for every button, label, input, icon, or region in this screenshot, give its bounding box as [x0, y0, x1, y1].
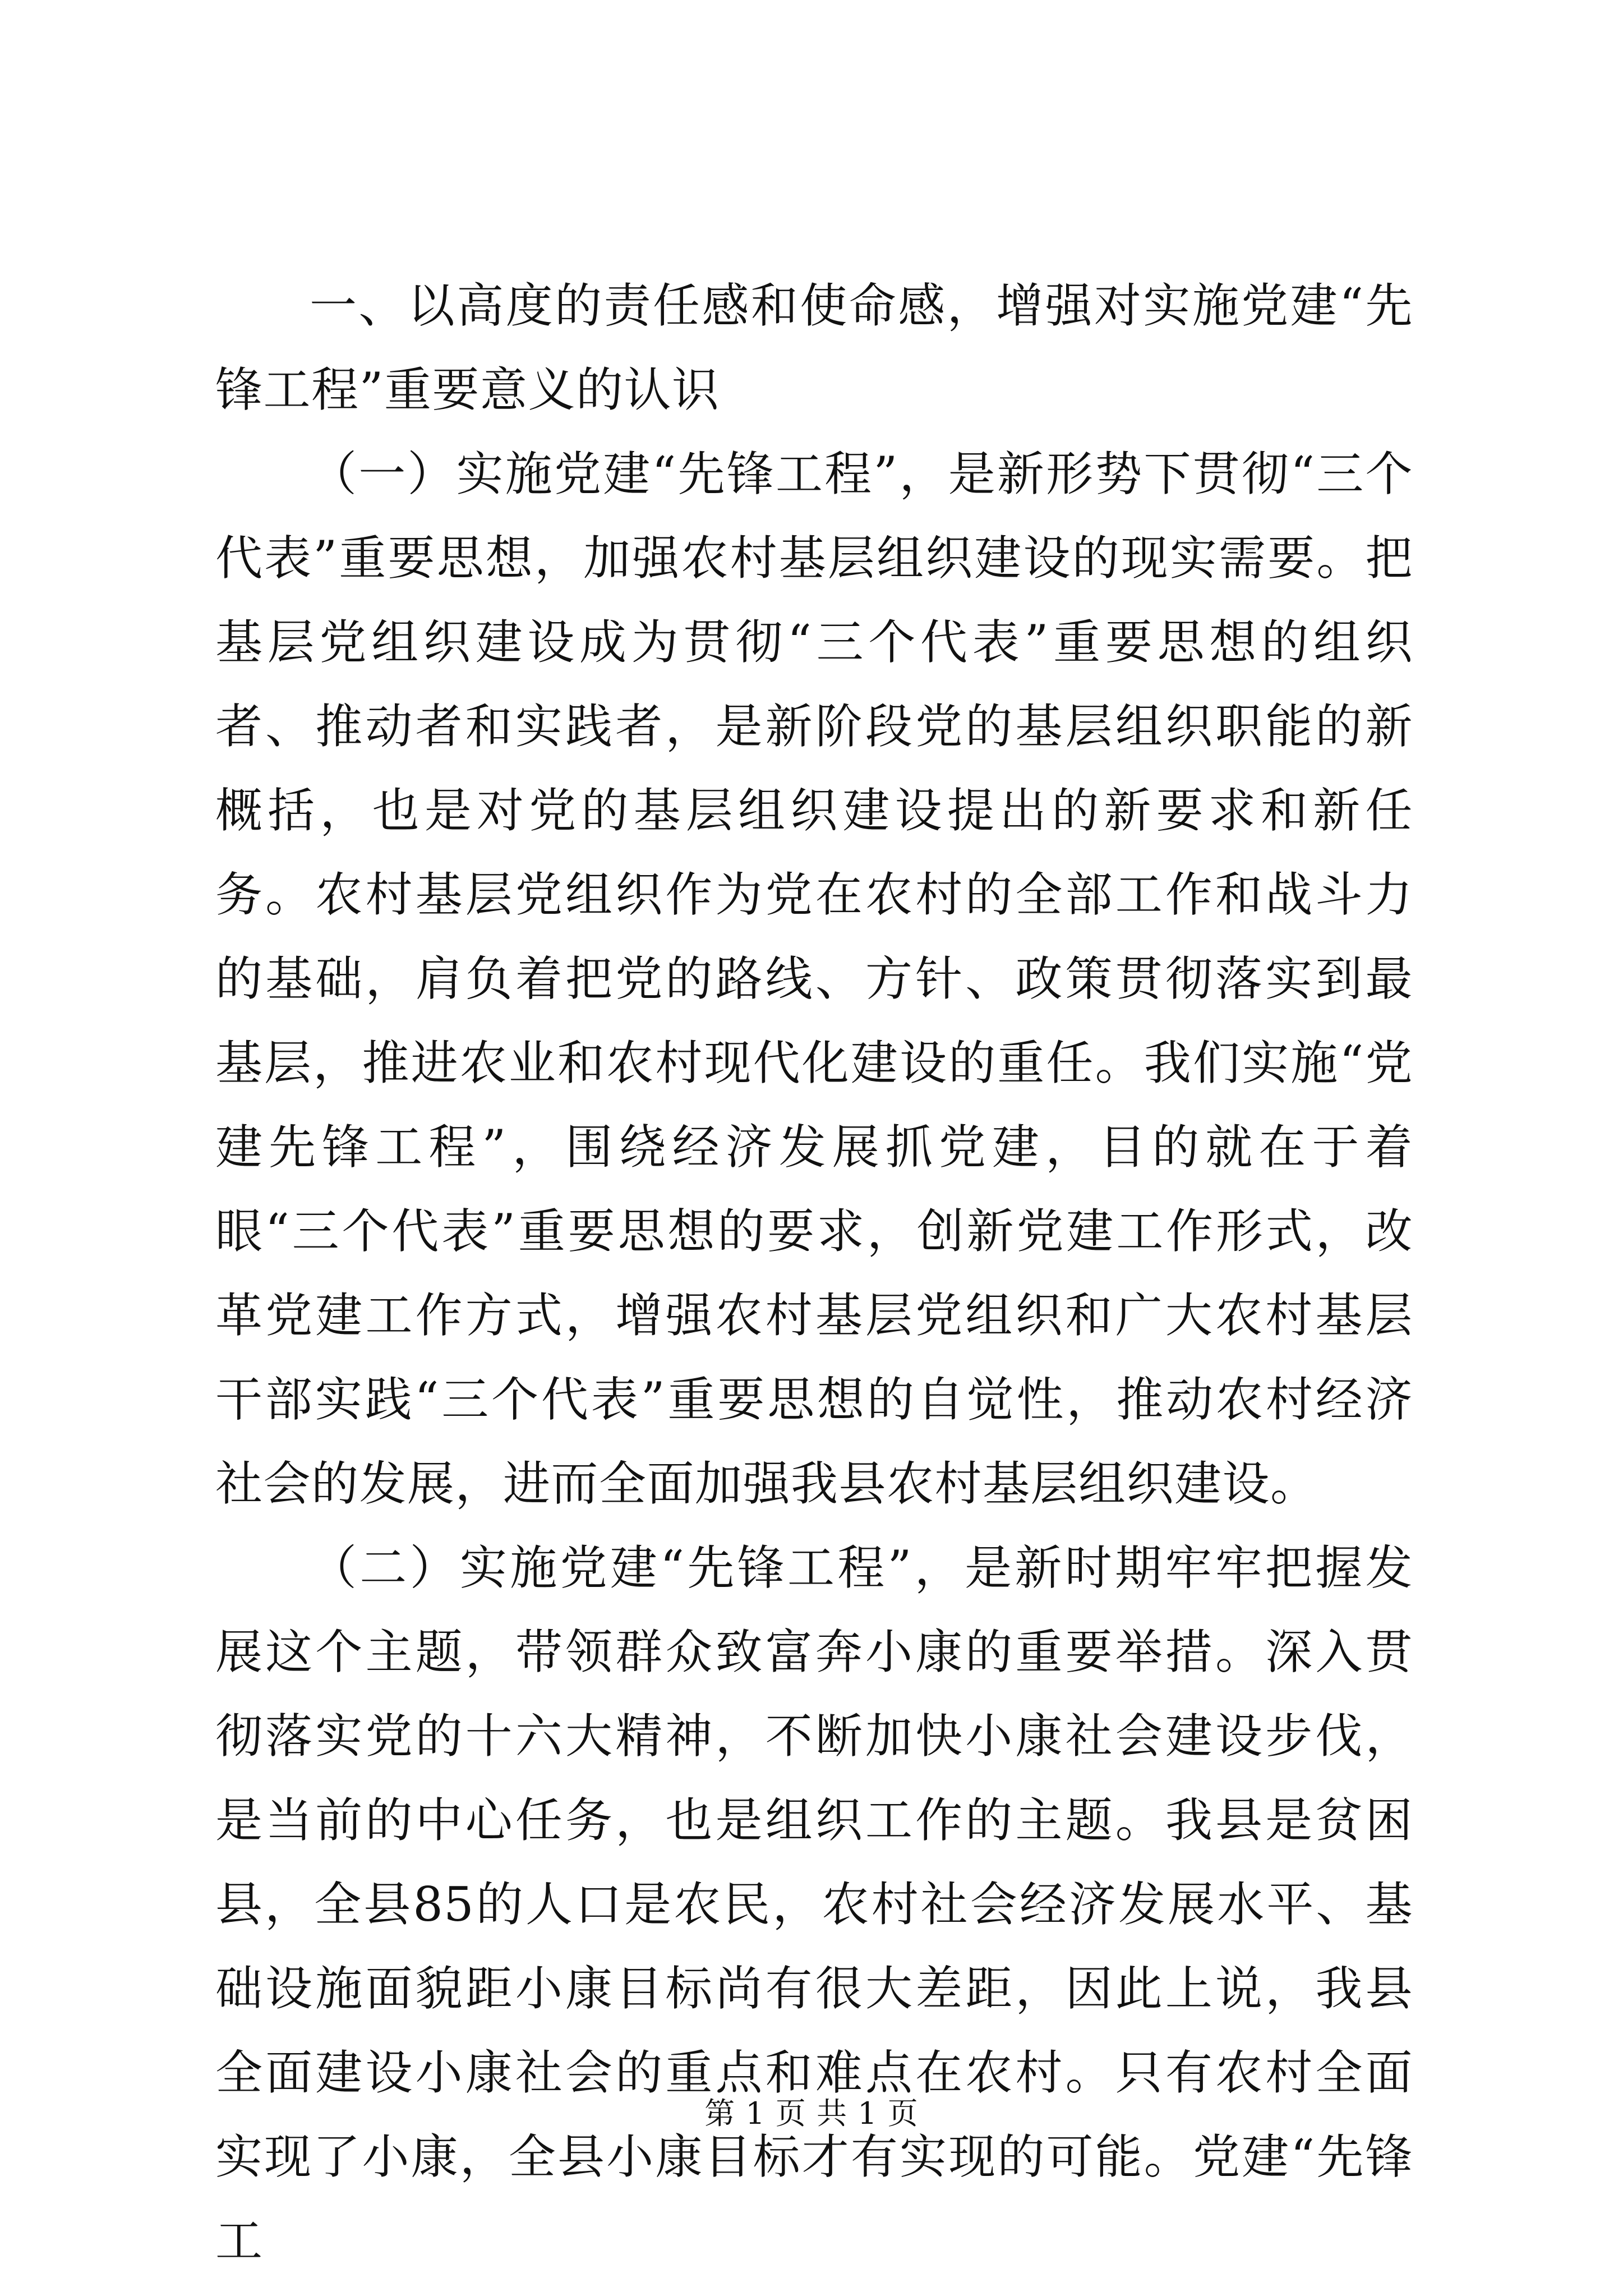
- page-footer: 第 1 页 共 1 页: [704, 2096, 919, 2131]
- paragraph-two: （二）实施党建“先锋工程”，是新时期牢牢把握发展这个主题，带领群众致富奔小康的重要举措。深入贯彻落实党的十六大精神，不断加快小康社会建设步伐，是当前的中心任务，也是组织工作的主题。我县是贫困县，全县85的人口是农民，农村社会经济发展水平、基础设施面貌距小康目标尚有很大差距，因此上说，我县全面建设小康社会的重点和难点在农村。只有农村全面实现了小康，全县小康目标才有实现的可能。党建“先锋工: [215, 1540, 1413, 2269]
- section-heading: 一、以高度的责任感和使命感，增强对实施党建“先锋工程”重要意义的认识: [215, 278, 1413, 417]
- paragraph-one: （一）实施党建“先锋工程”，是新形势下贯彻“三个代表”重要思想，加强农村基层组织建设的现实需要。把基层党组织建设成为贯彻“三个代表”重要思想的组织者、推动者和实践者，是新阶段党的基层组织职能的新概括，也是对党的基层组织建设提出的新要求和新任务。农村基层党组织作为党在农村的全部工作和战斗力的基础，肩负着把党的路线、方针、政策贯彻落实到最基层，推进农业和农村现代化建设的重任。我们实施“党建先锋工程”，围绕经济发展抓党建，目的就在于着眼“三个代表”重要思想的要求，创新党建工作形式，改革党建工作方式，增强农村基层党组织和广大农村基层干部实践“三个代表”重要思想的自觉性，推动农村经济社会的发展，进而全面加强我县农村基层组织建设。: [215, 447, 1413, 1511]
- document-body: [215, 264, 1413, 2283]
